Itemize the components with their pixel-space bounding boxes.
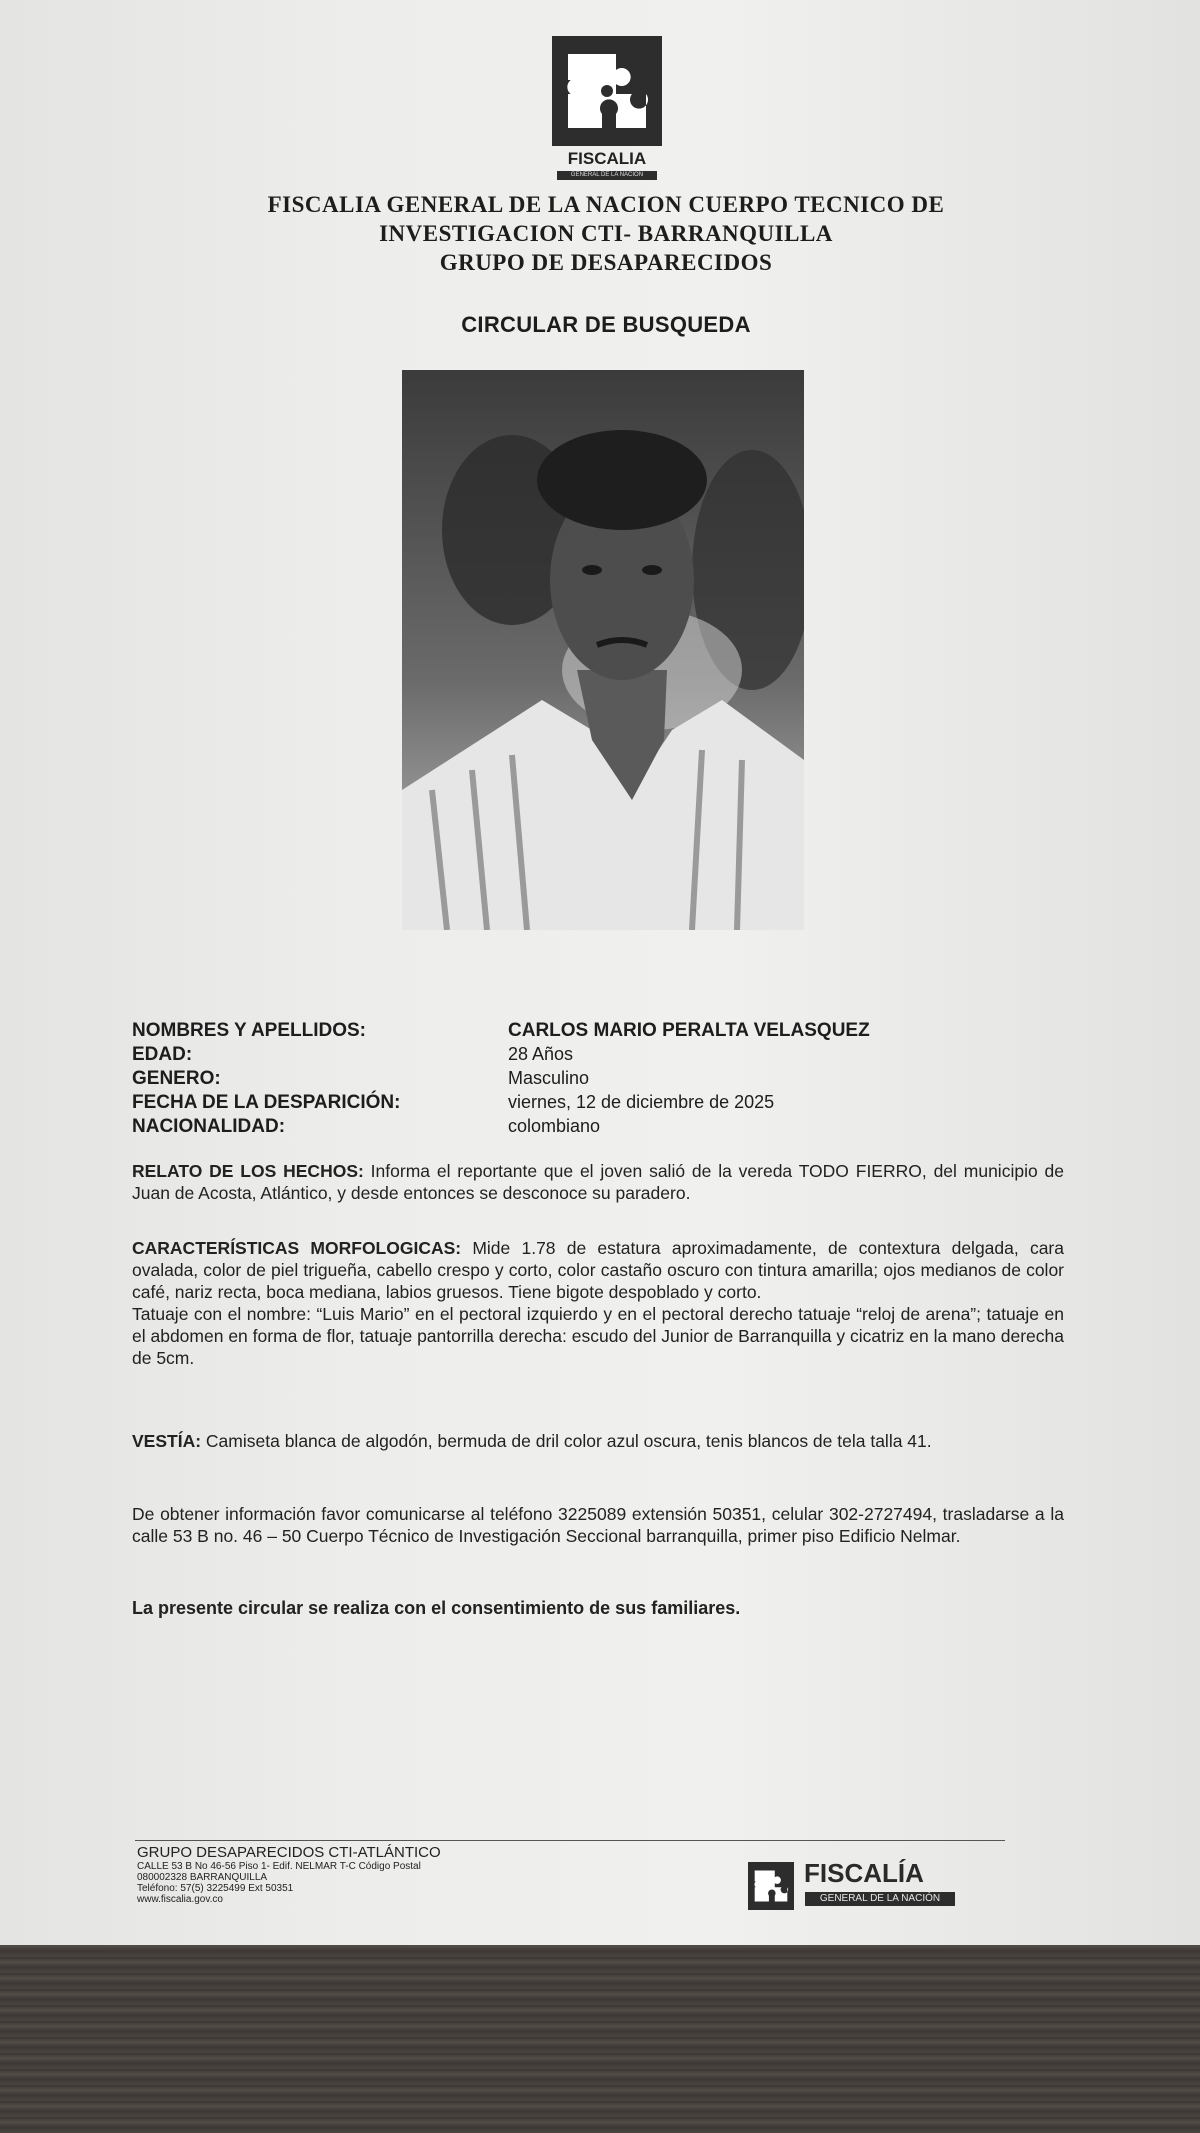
field-value: colombiano [508, 1116, 601, 1136]
vestia-paragraph [132, 1430, 1064, 1452]
relato-text: Informa el reportante que el joven salió de la vereda TODO FIERRO, del municipio de Juan de Acosta, Atlántico, y desde entonces se desconoce su paradero. [132, 1161, 1064, 1203]
footer-phone: Teléfono: 57(5) 3225499 Ext 50351 [137, 1883, 294, 1894]
footer-address [137, 1845, 441, 1905]
missing-person-photo [402, 370, 804, 930]
footer-group: GRUPO DESAPARECIDOS CTI-ATLÁNTICO [137, 1844, 441, 1861]
caracteristicas-paragraph [132, 1237, 1064, 1369]
footer-logo-subtext: GENERAL DE LA NACIÓN [805, 1892, 955, 1906]
field-label: EDAD: [132, 1044, 193, 1065]
document-title: CIRCULAR DE BUSQUEDA [461, 312, 751, 337]
org-line-1: FISCALIA GENERAL DE LA NACION CUERPO TECNICO DE [267, 192, 945, 217]
field-value: 28 Años [508, 1044, 574, 1064]
wooden-table-surface [0, 1945, 1200, 2133]
org-line-2: INVESTIGACION CTI- BARRANQUILLA [379, 221, 833, 246]
field-value: CARLOS MARIO PERALTA VELASQUEZ [508, 1020, 870, 1041]
puzzle-icon [552, 36, 662, 146]
footer-address-line-2: 080002328 BARRANQUILLA [137, 1872, 268, 1883]
field-row-date [132, 1092, 1092, 1116]
field-row-gender [132, 1068, 1092, 1092]
field-label: FECHA DE LA DESPARICIÓN: [132, 1092, 401, 1113]
relato-label: RELATO DE LOS HECHOS: [132, 1161, 364, 1181]
field-label: NOMBRES Y APELLIDOS: [132, 1020, 367, 1041]
organization-heading [0, 190, 1200, 277]
fiscalia-logo [552, 36, 662, 178]
field-row-name [132, 1020, 1092, 1044]
field-label: GENERO: [132, 1068, 221, 1089]
logo-text: FISCALIA [567, 149, 647, 168]
contact-paragraph: De obtener información favor comunicarse al teléfono 3225089 extensión 50351, celular 302-2727494, trasladarse a la calle 53 B no. 46 – 50 Cuerpo Técnico de Investigación Seccional barranquilla, primer piso Edificio Nelmar. [132, 1504, 1064, 1546]
org-line-3: GRUPO DE DESAPARECIDOS [439, 250, 773, 275]
vestia-label: VESTÍA: [132, 1431, 202, 1451]
footer-web: www.fiscalia.gov.co [137, 1894, 223, 1905]
relato-paragraph [132, 1160, 1064, 1204]
field-row-age [132, 1044, 1092, 1068]
field-row-nationality [132, 1116, 1092, 1140]
tatuajes-text: Tatuaje con el nombre: “Luis Mario” en el pectoral izquierdo y en el pectoral derecho tatuaje “reloj de arena”; tatuaje en el abdomen en forma de flor, tatuaje pantorrilla derecha: escudo del Junior de Barranquilla y cicatriz en la mano derecha de 5cm. [132, 1304, 1064, 1368]
consent-statement: La presente circular se realiza con el consentimiento de sus familiares. [132, 1598, 741, 1618]
puzzle-icon [748, 1862, 794, 1910]
footer-logo-text: FISCALÍA [804, 1858, 924, 1888]
personal-data-fields [132, 1020, 1092, 1140]
caracteristicas-text: Mide 1.78 de estatura aproximadamente, de contextura delgada, cara ovalada, color de piel trigueña, cabello crespo y corto, color castaño oscuro con tintura amarilla; ojos medianos de color café, nariz recta, boca mediana, labios gruesos. Tiene bigote despoblado y corto. [132, 1238, 1064, 1302]
logo-subtext: GENERAL DE LA NACION [557, 171, 657, 180]
footer-divider [135, 1840, 1005, 1841]
field-label: NACIONALIDAD: [132, 1116, 286, 1137]
field-value: viernes, 12 de diciembre de 2025 [508, 1092, 775, 1112]
caracteristicas-label: CARACTERÍSTICAS MORFOLOGICAS: [132, 1238, 462, 1258]
vestia-text: Camiseta blanca de algodón, bermuda de dril color azul oscura, tenis blancos de tela talla 41. [205, 1431, 932, 1451]
field-value: Masculino [508, 1068, 590, 1088]
footer-address-line-1: CALLE 53 B No 46-56 Piso 1- Edif. NELMAR T-C Código Postal [137, 1861, 421, 1872]
